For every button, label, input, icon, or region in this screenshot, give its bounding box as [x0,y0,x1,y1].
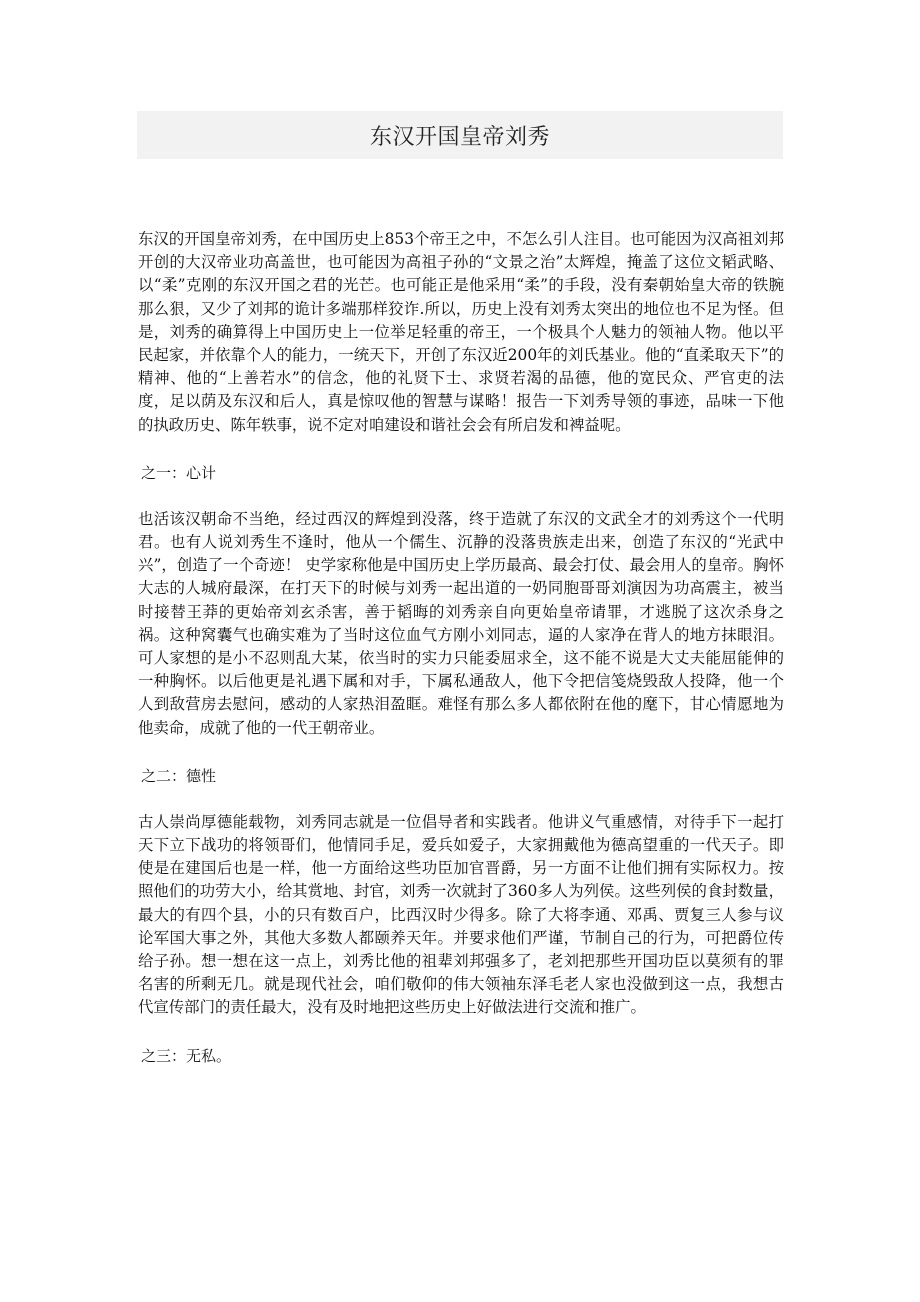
spacer [138,787,784,811]
section-heading-1: 之一：心计 [141,463,217,482]
section-paragraph-2: 古人崇尚厚德能载物，刘秀同志就是一位倡导者和实践者。他讲义气重感情，对待手下一起打天下立下战功的将领哥们，他情同手足，爱兵如爱子，大家拥戴他为德高望重的一代天子。即使是在建国后也是一样，他一方面给这些功臣加官晋爵，另一方面不让他们拥有实际权力。按照他们的功劳大小，给其赏地、封官，刘秀一次就封了360多人为列侯。这些列侯的食封数量，最大的有四个县，小的只有数百户，比西汉时少得多。除了大将李通、邓禹、贾复三人参与议论军国大事之外，其他大多数人都颐养天年。并要求他们严谨，节制自己的行为，可把爵位传给子孙。想一想在这一点上，刘秀比他的祖辈刘邦强多了，老刘把那些开国功臣以莫须有的罪名害的所剩无几。就是现代社会，咱们敬仰的伟大领袖东泽毛老人家也没做到这一点，我想古代宣传部门的责任最大，没有及时地把这些历史上好做法进行交流和推广。 [138,812,784,1017]
section-heading-3: 之三：无私。 [141,1046,232,1065]
spacer [138,484,784,508]
spacer [138,1020,784,1045]
page-title: 东汉开国皇帝刘秀 [369,124,550,150]
section-paragraph-1: 也活该汉朝命不当绝，经过西汉的辉煌到没落，终于造就了东汉的文武全才的刘秀这个一代明君。也有人说刘秀生不逢时，他从一个儒生、沉静的没落贵族走出来，创造了东汉的“光武中兴”，创造了一个奇迹！ 史学家称他是中国历史上学历最高、最会打仗、最会用人的皇帝。胸怀大志的人城府最深，在打天下的时候与刘秀一起出道的一奶同胞哥哥刘演因为功高震主，被当时接替王莽的更始帝刘玄杀害，善于韬晦的刘秀亲自向更始皇帝请罪，才逃脱了这次杀身之祸。这种窝囊气也确实难为了当时这位血气方刚小刘同志，逼的人家净在背人的地方抹眼泪。可人家想的是小不忍则乱大某，依当时的实力只能委屈求全，这不能不说是大丈夫能屈能伸的一种胸怀。以后他更是礼遇下属和对手，下属私通敌人，他下令把信笺烧毁敌人投降，他一个人到敌营房去慰问，感动的人家热泪盈眶。难怪有那么多人都依附在他的麾下，甘心情愿地为他卖命，成就了他的一代王朝帝业。 [138,509,784,737]
section-heading-2: 之二：德性 [141,766,217,785]
spacer [138,740,784,765]
title-bar [137,111,783,159]
intro-paragraph: 东汉的开国皇帝刘秀，在中国历史上853个帝王之中，不怎么引人注目。也可能因为汉高祖刘邦开创的大汉帝业功高盖世，也可能因为高祖子孙的“文景之治”太辉煌，掩盖了这位文韬武略、以“柔”克刚的东汉开国之君的光芒。也可能正是他采用“柔”的手段，没有秦朝始皇大帝的铁腕那么狠，又少了刘邦的诡计多端那样狡诈.所以，历史上没有刘秀太突出的地位也不足为怪。但是，刘秀的确算得上中国历史上一位举足轻重的帝王，一个极具个人魅力的领袖人物。他以平民起家，并依靠个人的能力，一统天下，开创了东汉近200年的刘氏基业。他的“直柔取天下”的精神、他的“上善若水”的信念，他的礼贤下士、求贤若渴的品德，他的宽民众、严官吏的法度，足以荫及东汉和后人，真是惊叹他的智慧与谋略！报告一下刘秀导领的事迹，品味一下他的执政历史、陈年轶事，说不定对咱建设和谐社会会有所启发和裨益呢。 [138,230,784,434]
document-body [138,228,784,1067]
spacer [138,437,784,462]
